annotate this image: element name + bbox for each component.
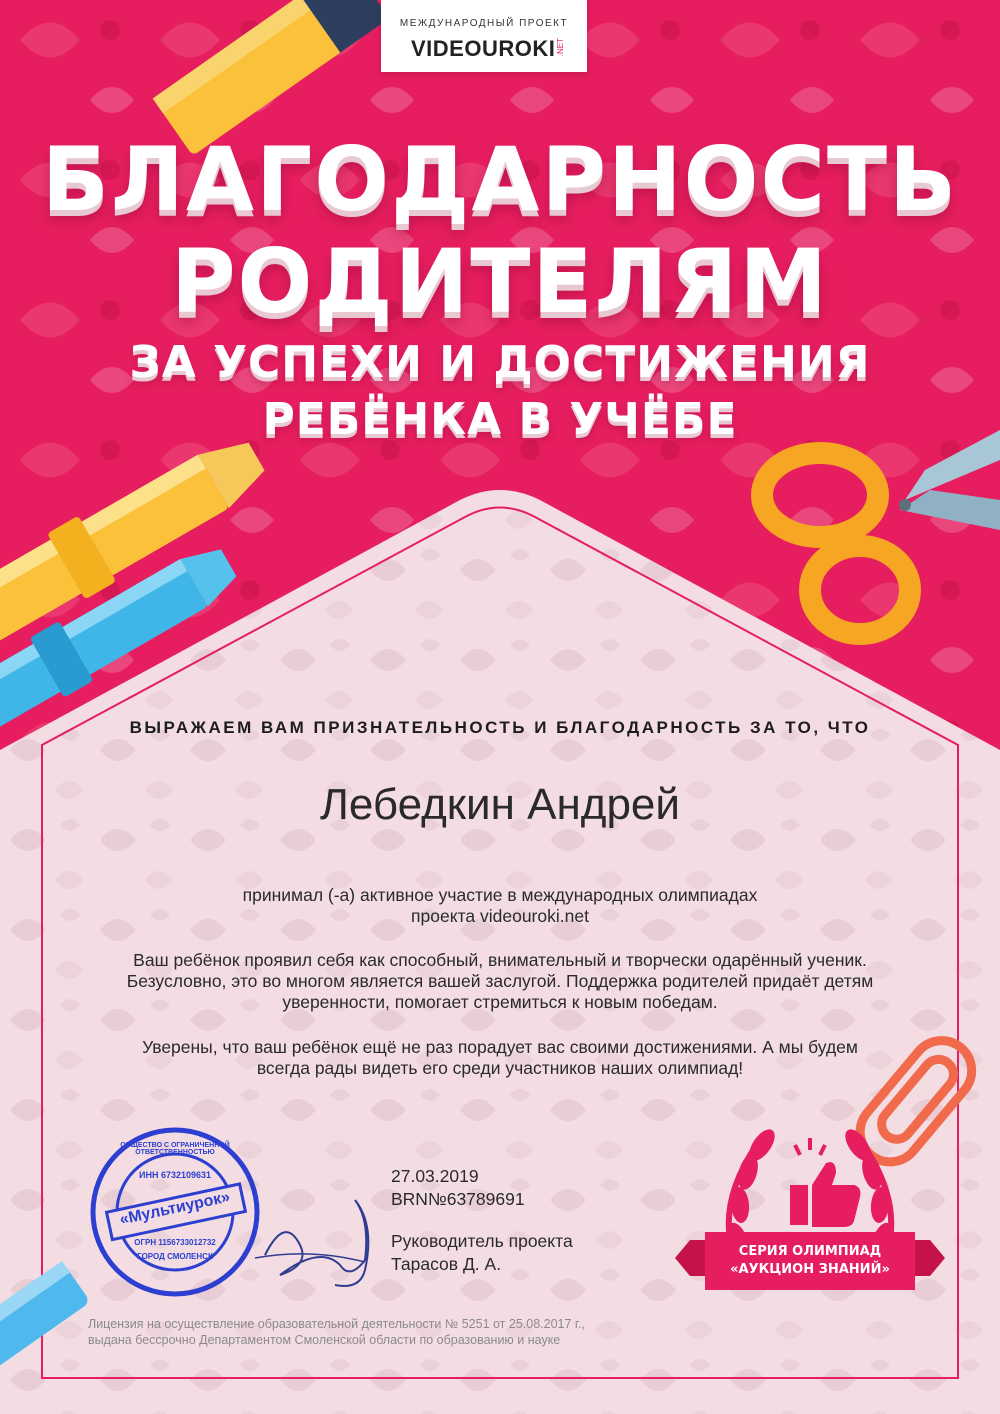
praise-paragraph [80, 950, 920, 1013]
participation-line-1: принимал (-а) активное участие в международных олимпиадах [242, 885, 758, 905]
stamp-city: ГОРОД СМОЛЕНСК [137, 1252, 213, 1261]
issue-date: 27.03.2019 [391, 1166, 479, 1186]
stamp-center: «Мультиурок» [118, 1188, 232, 1229]
project-label: МЕЖДУНАРОДНЫЙ ПРОЕКТ [399, 18, 569, 29]
signer-role: Руководитель проекта [391, 1231, 573, 1251]
badge-line-1: СЕРИЯ ОЛИМПИАД [738, 1244, 882, 1259]
videouroki-logo [381, 0, 587, 72]
license-line-2: выдана бессрочно Департаментом Смоленской области по образованию и науке [88, 1333, 561, 1347]
signer-name: Тарасов Д. А. [391, 1254, 502, 1274]
recipient-name: Лебедкин Андрей [320, 780, 680, 829]
lead-text: ВЫРАЖАЕМ ВАМ ПРИЗНАТЕЛЬНОСТЬ И БЛАГОДАРНОСТЬ ЗА ТО, ЧТО [129, 718, 871, 737]
certificate-number: BRN№63789691 [391, 1189, 525, 1209]
license-line-1: Лицензия на осуществление образовательной деятельности № 5251 от 25.08.2017 г., [88, 1317, 585, 1331]
stamp-ogrn: ОГРН 1156733012732 [134, 1238, 216, 1247]
praise-line-1: Ваш ребёнок проявил себя как способный, внимательный и творчески одарённый ученик. [133, 950, 867, 970]
stamp-org: ОБЩЕСТВО С ОГРАНИЧЕННОЙ ОТВЕТСТВЕННОСТЬЮ [120, 1142, 230, 1156]
stamp-seal [93, 1130, 257, 1294]
participation-line-2: проекта videouroki.net [411, 906, 589, 926]
title-line-2: РОДИТЕЛЯМ [171, 230, 829, 333]
subtitle-line-2: РЕБЁНКА В УЧЁБЕ [262, 394, 738, 445]
participation-paragraph [80, 885, 920, 927]
title-line-1: БЛАГОДАРНОСТЬ [41, 128, 959, 231]
closing-line-2: всегда рады видеть его среди участников наших олимпиад! [256, 1058, 744, 1078]
badge-line-2: «АУКЦИОН ЗНАНИЙ» [730, 1262, 890, 1277]
brand-name: VIDEOUROKI [411, 36, 556, 61]
praise-line-2: Безусловно, это во многом является вашей заслугой. Поддержка родителей придаёт детям [126, 971, 874, 991]
license-footer [88, 1316, 585, 1348]
closing-paragraph [80, 1037, 920, 1079]
closing-line-1: Уверены, что ваш ребёнок ещё не раз порадует вас своими достижениями. А мы будем [142, 1037, 858, 1057]
brand-suffix: .NET [556, 38, 565, 57]
stamp-inn: ИНН 6732109631 [138, 1170, 212, 1180]
praise-line-3: уверенности, помогает стремиться к новым победам. [282, 992, 718, 1012]
subtitle-line-1: ЗА УСПЕХИ И ДОСТИЖЕНИЯ [129, 337, 871, 388]
